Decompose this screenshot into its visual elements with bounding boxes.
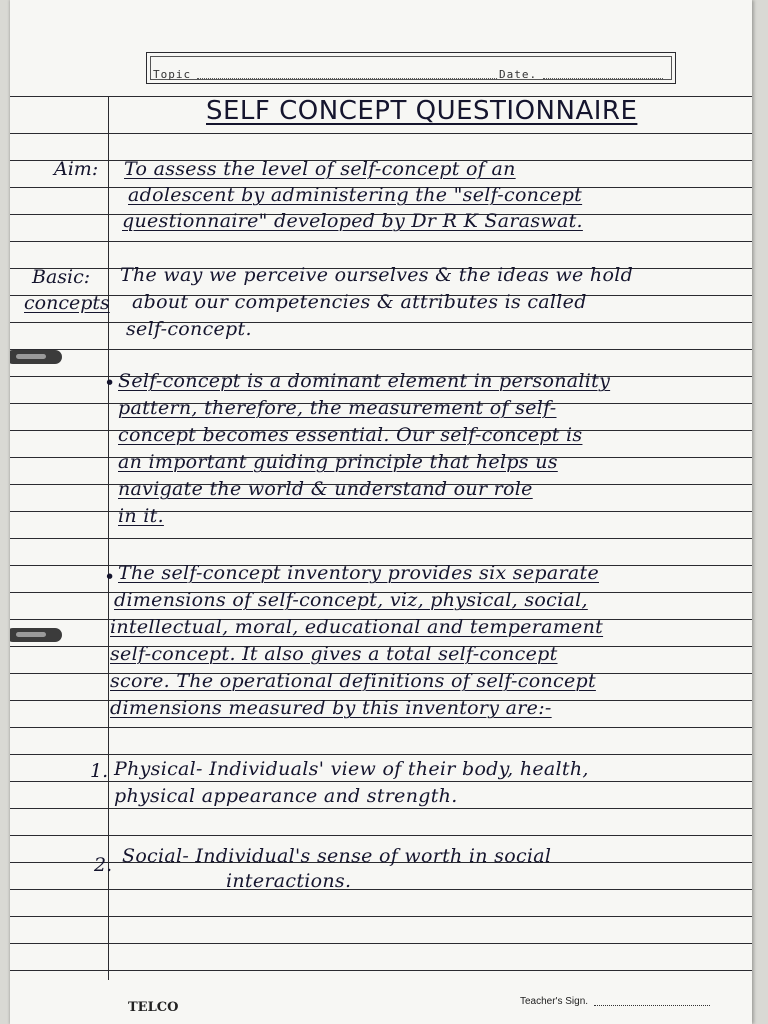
aim-line: To assess the level of self-concept of an bbox=[124, 158, 516, 180]
teacher-sign-dotted-line bbox=[594, 1005, 710, 1006]
bullet-marker: • bbox=[104, 372, 116, 394]
bullet-line: an important guiding principle that helps us bbox=[118, 451, 558, 473]
ruled-line bbox=[10, 808, 752, 809]
margin-line bbox=[108, 96, 109, 980]
ruled-line bbox=[10, 835, 752, 836]
basic-label: Basic: bbox=[32, 266, 91, 288]
brand-logo: TELCO bbox=[128, 1000, 179, 1015]
bullet-line: The self-concept inventory provides six separate bbox=[118, 562, 599, 584]
date-label: Date. bbox=[499, 68, 538, 81]
topic-label: Topic bbox=[153, 68, 192, 81]
aim-line: adolescent by administering the "self-concept bbox=[128, 184, 583, 206]
basic-line: self-concept. bbox=[126, 318, 252, 340]
notebook-page bbox=[10, 0, 752, 1024]
list-number: 1. bbox=[90, 760, 109, 782]
ruled-line bbox=[10, 133, 752, 134]
bullet-line: pattern, therefore, the measurement of self- bbox=[118, 397, 557, 419]
ruled-line bbox=[10, 241, 752, 242]
bullet-marker: • bbox=[104, 566, 116, 588]
date-dotted-line bbox=[543, 78, 663, 79]
bullet-line: dimensions of self-concept, viz, physical, social, bbox=[114, 589, 588, 611]
topic-date-inner-border bbox=[150, 56, 672, 80]
topic-dotted-line bbox=[197, 78, 497, 79]
ruled-line bbox=[10, 970, 752, 971]
bullet-line: dimensions measured by this inventory are:- bbox=[110, 697, 552, 719]
ruled-line bbox=[10, 538, 752, 539]
bullet-line: Self-concept is a dominant element in personality bbox=[118, 370, 611, 392]
ruled-line bbox=[10, 349, 752, 350]
binder-clip bbox=[10, 350, 62, 364]
numbered-line: interactions. bbox=[226, 870, 352, 892]
aim-line: questionnaire" developed by Dr R K Saraswat. bbox=[122, 210, 583, 232]
numbered-line: Physical- Individuals' view of their body, health, bbox=[114, 758, 589, 780]
basic-line: about our competencies & attributes is called bbox=[132, 291, 587, 313]
topic-date-box bbox=[146, 52, 676, 84]
ruled-line bbox=[10, 943, 752, 944]
ruled-line bbox=[10, 727, 752, 728]
numbered-line: Social- Individual's sense of worth in social bbox=[122, 845, 552, 867]
binder-clip bbox=[10, 628, 62, 642]
bullet-line: intellectual, moral, educational and temperament bbox=[110, 616, 604, 638]
list-number: 2. bbox=[94, 854, 113, 876]
page-title: SELF CONCEPT QUESTIONNAIRE bbox=[206, 96, 638, 126]
ruled-line bbox=[10, 889, 752, 890]
ruled-line bbox=[10, 322, 752, 323]
teacher-sign-label: Teacher's Sign. bbox=[520, 996, 589, 1007]
aim-label: Aim: bbox=[54, 158, 99, 180]
ruled-line bbox=[10, 754, 752, 755]
ruled-line bbox=[10, 781, 752, 782]
bullet-line: self-concept. It also gives a total self-concept bbox=[110, 643, 558, 665]
bullet-line: in it. bbox=[118, 505, 164, 527]
bullet-line: score. The operational definitions of self-concept bbox=[110, 670, 596, 692]
bullet-line: navigate the world & understand our role bbox=[118, 478, 533, 500]
numbered-line: physical appearance and strength. bbox=[114, 785, 458, 807]
basic-line: The way we perceive ourselves & the ideas we hold bbox=[120, 264, 634, 286]
ruled-line bbox=[10, 916, 752, 917]
bullet-line: concept becomes essential. Our self-concept is bbox=[118, 424, 583, 446]
concepts-label: concepts bbox=[24, 292, 110, 314]
